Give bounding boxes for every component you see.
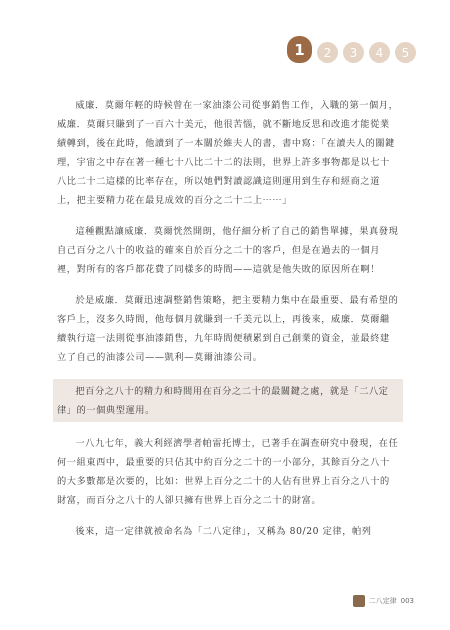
body-paragraph-2: 這種觀點讓威廉．莫爾恍然開朗，他仔細分析了自己的銷售單據，果真發現自己百分之八十的收益的確來自於百分之二十的客戶，但是在過去的一個月裡，對所有的客戶都花費了同樣多的時間——這就是他失敗的原因所在啊！ xyxy=(57,226,399,275)
footer-book-title: 二八定律 xyxy=(368,597,397,605)
highlight-paragraph: 把百分之八十的精力和時間用在百分之二十的最關鍵之處，就是「二八定律」的一個典型運用。 xyxy=(53,379,403,422)
book-logo-icon xyxy=(353,595,365,607)
chapter-tab-2: 2 xyxy=(317,42,338,63)
page-number: 003 xyxy=(400,597,414,605)
chapter-tab-4: 4 xyxy=(369,42,390,63)
body-paragraph-3: 於是威廉．莫爾迅速調整銷售策略，把主要精力集中在最重要、最有希望的客戶上，沒多久時間，他每個月就賺到一千美元以上，再後來，威廉．莫爾繼續執行這一法則從事油漆銷售，九年時間便積累到自己創業的資金，並最終建立了自己的油漆公司——凱利—莫爾油漆公司。 xyxy=(57,295,399,363)
chapter-tab-3: 3 xyxy=(343,42,364,63)
body-paragraph-5: 一八九七年，義大利經濟學者帕雷托博士，已著手在調查研究中發現，在任何一組東西中，最重要的只佔其中約百分之二十的一小部分，其餘百分之八十的大多數都是次要的，比如：世界上百分之二十的人佔有世界上百分之八十的財富，而百分之八十的人卻只擁有世界上百分之二十的財富。 xyxy=(57,438,399,506)
body-paragraph-6: 後來，這一定律就被命名為「二八定律」，又稱為 80/20 定律，帕列 xyxy=(75,526,372,537)
page-footer xyxy=(353,595,414,607)
body-paragraph-1: 威廉．莫爾年輕的時候曾在一家油漆公司從事銷售工作，入職的第一個月，威廉．莫爾只賺到了一百六十美元，他很苦惱，就不斷地反思和改進才能從業績轉到，後在此時，他讀到了一本關於維夫人的書，書中寫：「在讀夫人的關鍵理，宇宙之中存在著一種七十八比二十二的法則，世界上許多事物都是以七十八比二十二這樣的比率存在，所以她們對讀認識這則運用到生存和經商之道上，把主要精力花在最見成效的百分之二十二上⋯⋯」 xyxy=(57,100,399,206)
page-body xyxy=(57,96,399,541)
chapter-tab-1: 1 xyxy=(287,36,312,63)
chapter-tab-5: 5 xyxy=(395,42,416,63)
chapter-tabs xyxy=(287,36,416,63)
